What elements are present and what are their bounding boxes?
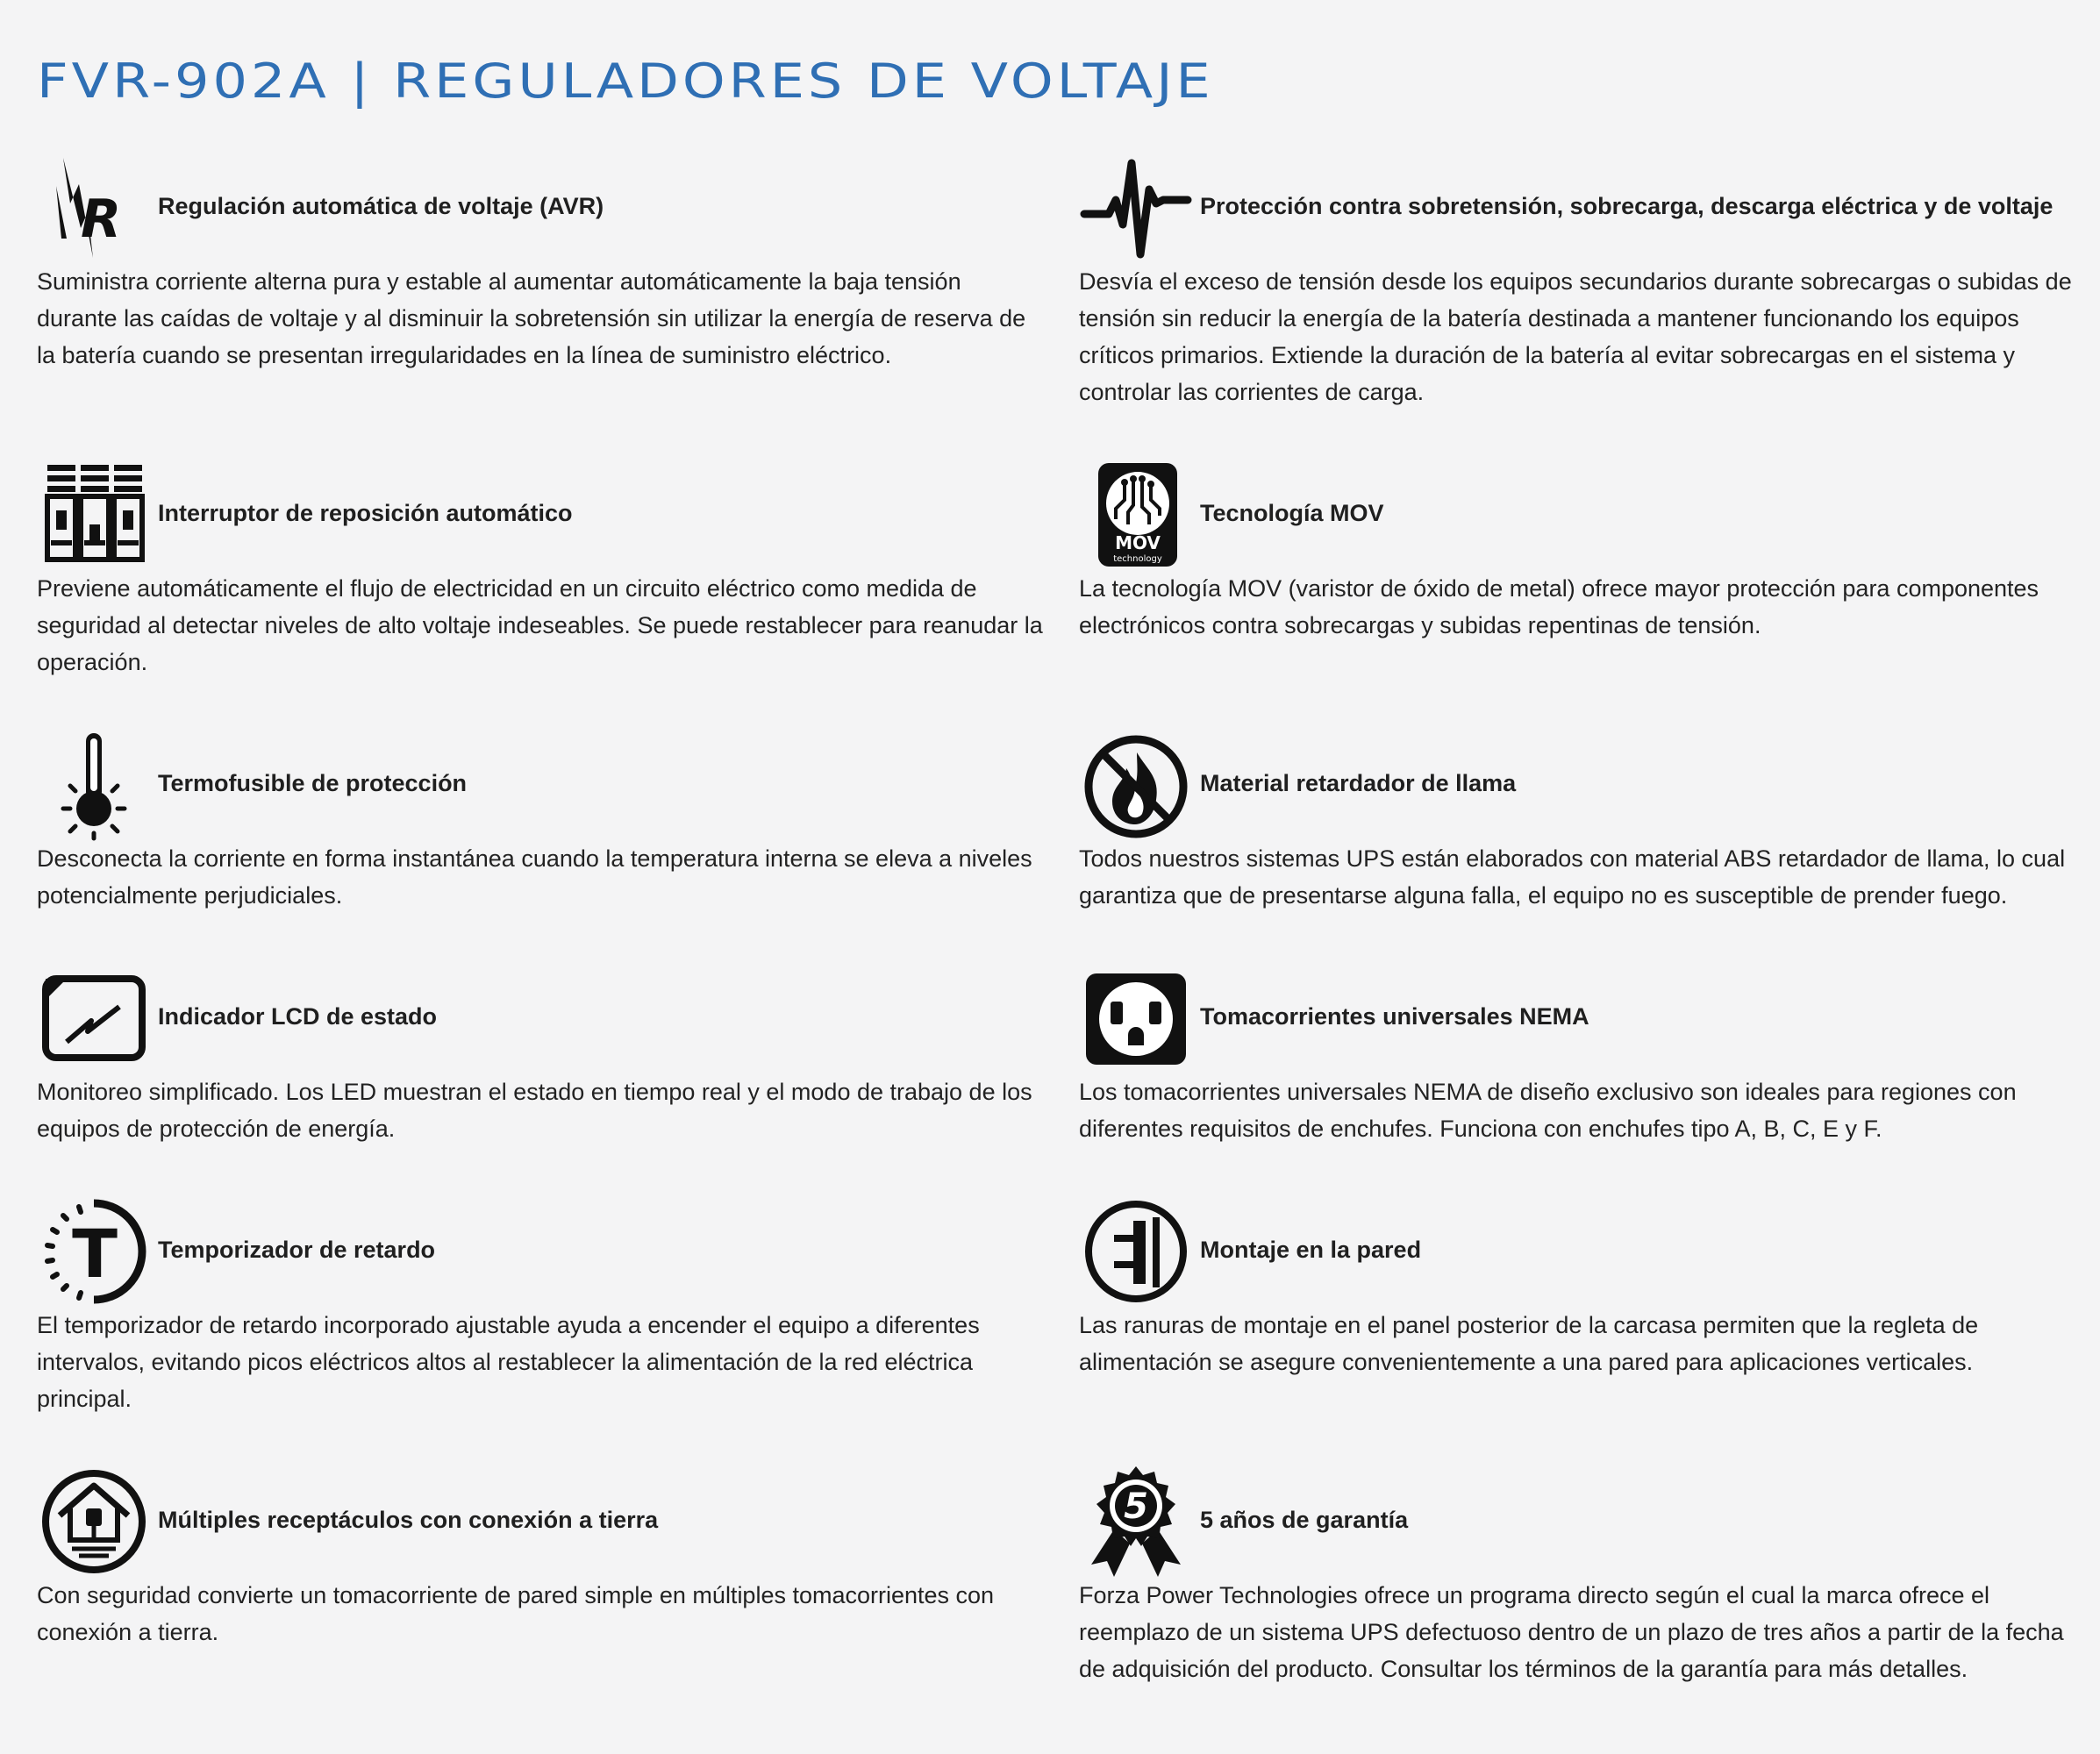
circuit-breaker-icon: [37, 458, 151, 572]
feature-heading: Tomacorrientes universales NEMA: [1200, 1003, 1589, 1030]
mov-technology-icon: [1079, 458, 1193, 572]
feature-heading: 5 años de garantía: [1200, 1507, 1409, 1533]
delay-timer-icon: [37, 1194, 151, 1308]
feature-description: Desconecta la corriente en forma instantánea cuando la temperatura interna se eleva a niveles potencialmente perjudiciales.: [37, 845, 1032, 909]
feature-heading: Material retardador de llama: [1200, 770, 1517, 796]
feature-description: El temporizador de retardo incorporado ajustable ayuda a encender el equipo a diferentes intervalos, evitando picos eléctricos altos al restablecer la alimentación de la red eléctrica principal.: [37, 1312, 980, 1412]
feature-description: Forza Power Technologies ofrece un programa directo según el cual la marca ofrece el reemplazo de un sistema UPS defectuoso dentro de un plazo de tres años a partir de la fecha de adquisición del producto. Consultar los términos de la garantía para más detalles.: [1079, 1582, 2064, 1682]
svg-text:R: R: [81, 189, 122, 250]
feature-description: Los tomacorrientes universales NEMA de diseño exclusivo son ideales para regiones con diferentes requisitos de enchufes. Funciona con enchufes tipo A, B, C, E y F.: [1079, 1079, 2017, 1142]
feature-heading: Tecnología MOV: [1200, 500, 1384, 526]
feature-heading: Termofusible de protección: [158, 770, 468, 796]
feature-description: Previene automáticamente el flujo de electricidad en un circuito eléctrico como medida de seguridad al detectar niveles de alto voltaje indeseables. Se puede restablecer para reanudar la operación.: [37, 575, 1043, 675]
feature-heading: Indicador LCD de estado: [158, 1003, 438, 1030]
grounded-house-icon: [37, 1465, 151, 1579]
feature-description: Todos nuestros sistemas UPS están elaborados con material ABS retardador de llama, lo cual garantiza que de presentarse alguna falla, el equipo no es susceptible de prender fuego.: [1079, 845, 2066, 909]
feature-description: La tecnología MOV (varistor de óxido de metal) ofrece mayor protección para componentes electrónicos contra sobrecargas y subidas repentinas de tensión.: [1079, 575, 2039, 638]
surge-wave-icon: [1079, 151, 1193, 265]
feature-heading: Protección contra sobretensión, sobrecarga, descarga eléctrica y de voltaje: [1200, 193, 2054, 219]
warranty-badge-icon: [1079, 1465, 1193, 1579]
avr-icon: [37, 151, 151, 265]
feature-heading: Regulación automática de voltaje (AVR): [158, 193, 604, 219]
feature-description: Desvía el exceso de tensión desde los equipos secundarios durante sobrecargas o subidas de tensión sin reducir la energía de la batería destinada a mantener funcionando los equipos críticos primarios. Extiende la duración de la batería al evitar sobrecargas en el sistema y controlar las corrientes de carga.: [1079, 268, 2072, 405]
feature-heading: Múltiples receptáculos con conexión a tierra: [158, 1507, 659, 1533]
feature-description: Monitoreo simplificado. Los LED muestran el estado en tiempo real y el modo de trabajo de los equipos de protección de energía.: [37, 1079, 1032, 1142]
warranty-icon-label: 5: [1124, 1487, 1148, 1527]
mov-icon-label: MOV: [1115, 532, 1161, 553]
page-title: FVR-902A | REGULADORES DE VOLTAJE: [37, 53, 1214, 110]
wall-mount-icon: [1079, 1194, 1193, 1308]
feature-heading: Montaje en la pared: [1200, 1237, 1422, 1263]
feature-heading: Temporizador de retardo: [158, 1237, 436, 1263]
feature-description: Con seguridad convierte un tomacorriente de pared simple en múltiples tomacorrientes con conexión a tierra.: [37, 1582, 995, 1645]
feature-description: Suministra corriente alterna pura y estable al aumentar automáticamente la baja tensión durante las caídas de voltaje y al disminuir la sobretensión sin utilizar la energía de reserva de la batería cuando se presentan irregularidades en la línea de suministro eléctrico.: [37, 268, 1026, 368]
no-fire-icon: [1079, 728, 1193, 842]
lcd-indicator-icon: [37, 961, 151, 1075]
thermometer-icon: [37, 728, 151, 842]
nema-outlet-icon: [1079, 961, 1193, 1075]
mov-icon-sublabel: technology: [1113, 554, 1162, 564]
timer-icon-label: T: [72, 1215, 118, 1293]
feature-description: Las ranuras de montaje en el panel posterior de la carcasa permiten que la regleta de alimentación se asegure convenientemente a una pared para aplicaciones verticales.: [1079, 1312, 1979, 1375]
feature-heading: Interruptor de reposición automático: [158, 500, 573, 526]
